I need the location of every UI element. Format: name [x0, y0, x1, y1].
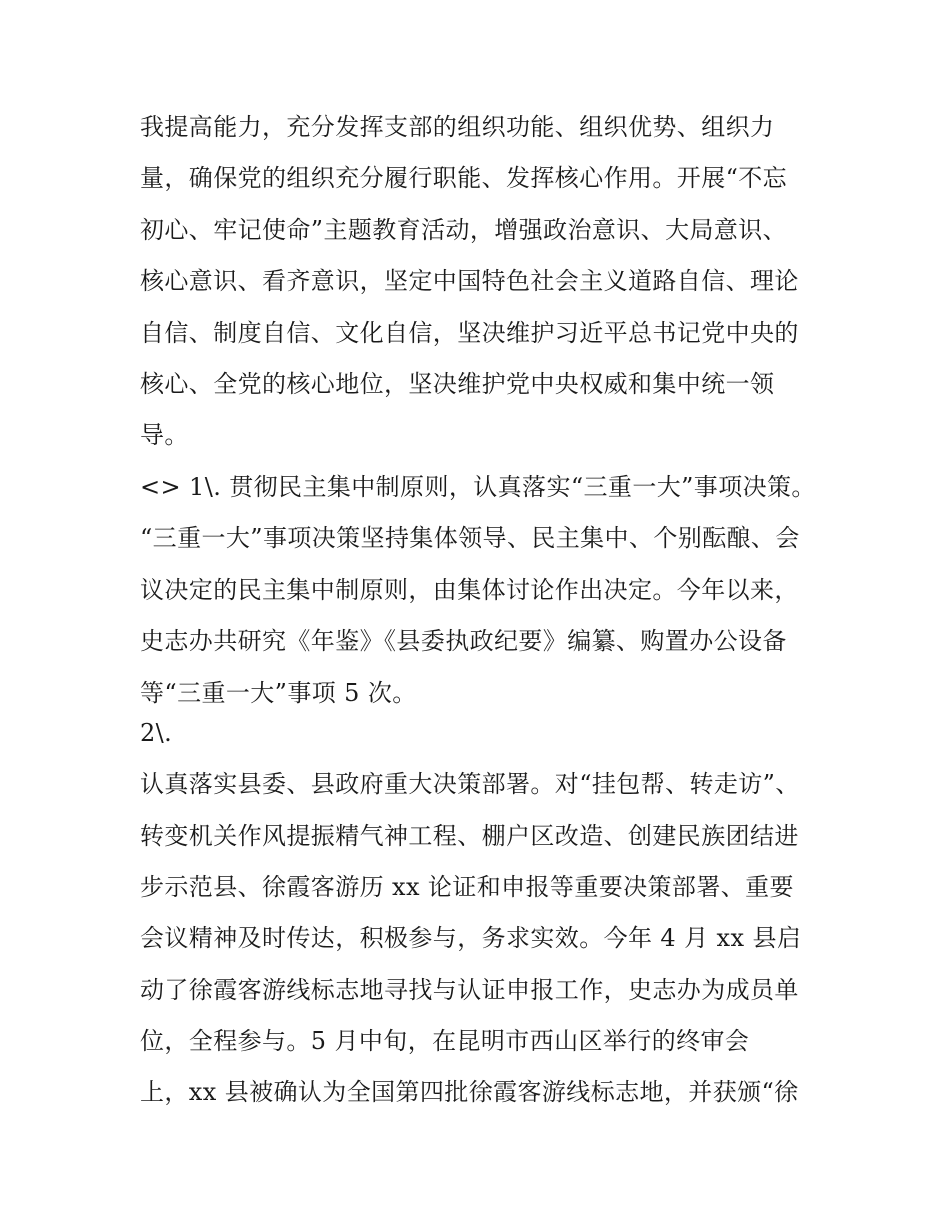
- text-line: 位，全程参与。5 月中旬，在昆明市西山区举行的终审会: [140, 1027, 750, 1055]
- text-line: 认真落实县委、县政府重大决策部署。对“挂包帮、转走访”、: [140, 770, 800, 798]
- text-line: 核心意识、看齐意识，坚定中国特色社会主义道路自信、理论: [140, 267, 799, 295]
- text-line: 等“三重一大”事项 5 次。: [140, 679, 417, 707]
- text-line: 导。: [140, 421, 189, 449]
- text-line: 量，确保党的组织充分履行职能、发挥核心作用。开展“不忘: [140, 164, 788, 192]
- text-line: 动了徐霞客游线标志地寻找与认证申报工作，史志办为成员单: [140, 976, 799, 1004]
- text-line: 核心、全党的核心地位，坚决维护党中央权威和集中统一领: [140, 370, 775, 398]
- text-line: 初心、牢记使命”主题教育活动，增强政治意识、大局意识、: [140, 216, 788, 244]
- text-line: 上，xx 县被确认为全国第四批徐霞客游线标志地，并获颁“徐: [140, 1078, 799, 1106]
- text-line: 议决定的民主集中制原则，由集体讨论作出决定。今年以来，: [140, 576, 799, 604]
- text-line: 转变机关作风提振精气神工程、棚户区改造、创建民族团结进: [140, 822, 799, 850]
- text-line: 自信、制度自信、文化自信，坚决维护习近平总书记党中央的: [140, 319, 799, 347]
- text-line: 史志办共研究《年鉴》《县委执政纪要》编纂、购置办公设备: [140, 627, 787, 655]
- text-line: 会议精神及时传达，积极参与，务求实效。今年 4 月 xx 县启: [140, 924, 802, 952]
- text-line: 步示范县、徐霞客游历 xx 论证和申报等重要决策部署、重要: [140, 873, 794, 901]
- text-line: <> 1\. 贯彻民主集中制原则，认真落实“三重一大”事项决策。: [140, 473, 816, 501]
- text-line: 我提高能力，充分发挥支部的组织功能、组织优势、组织力: [140, 113, 775, 141]
- text-line: “三重一大”事项决策坚持集体领导、民主集中、个别酝酿、会: [140, 524, 800, 552]
- text-line: 2\.: [140, 719, 173, 747]
